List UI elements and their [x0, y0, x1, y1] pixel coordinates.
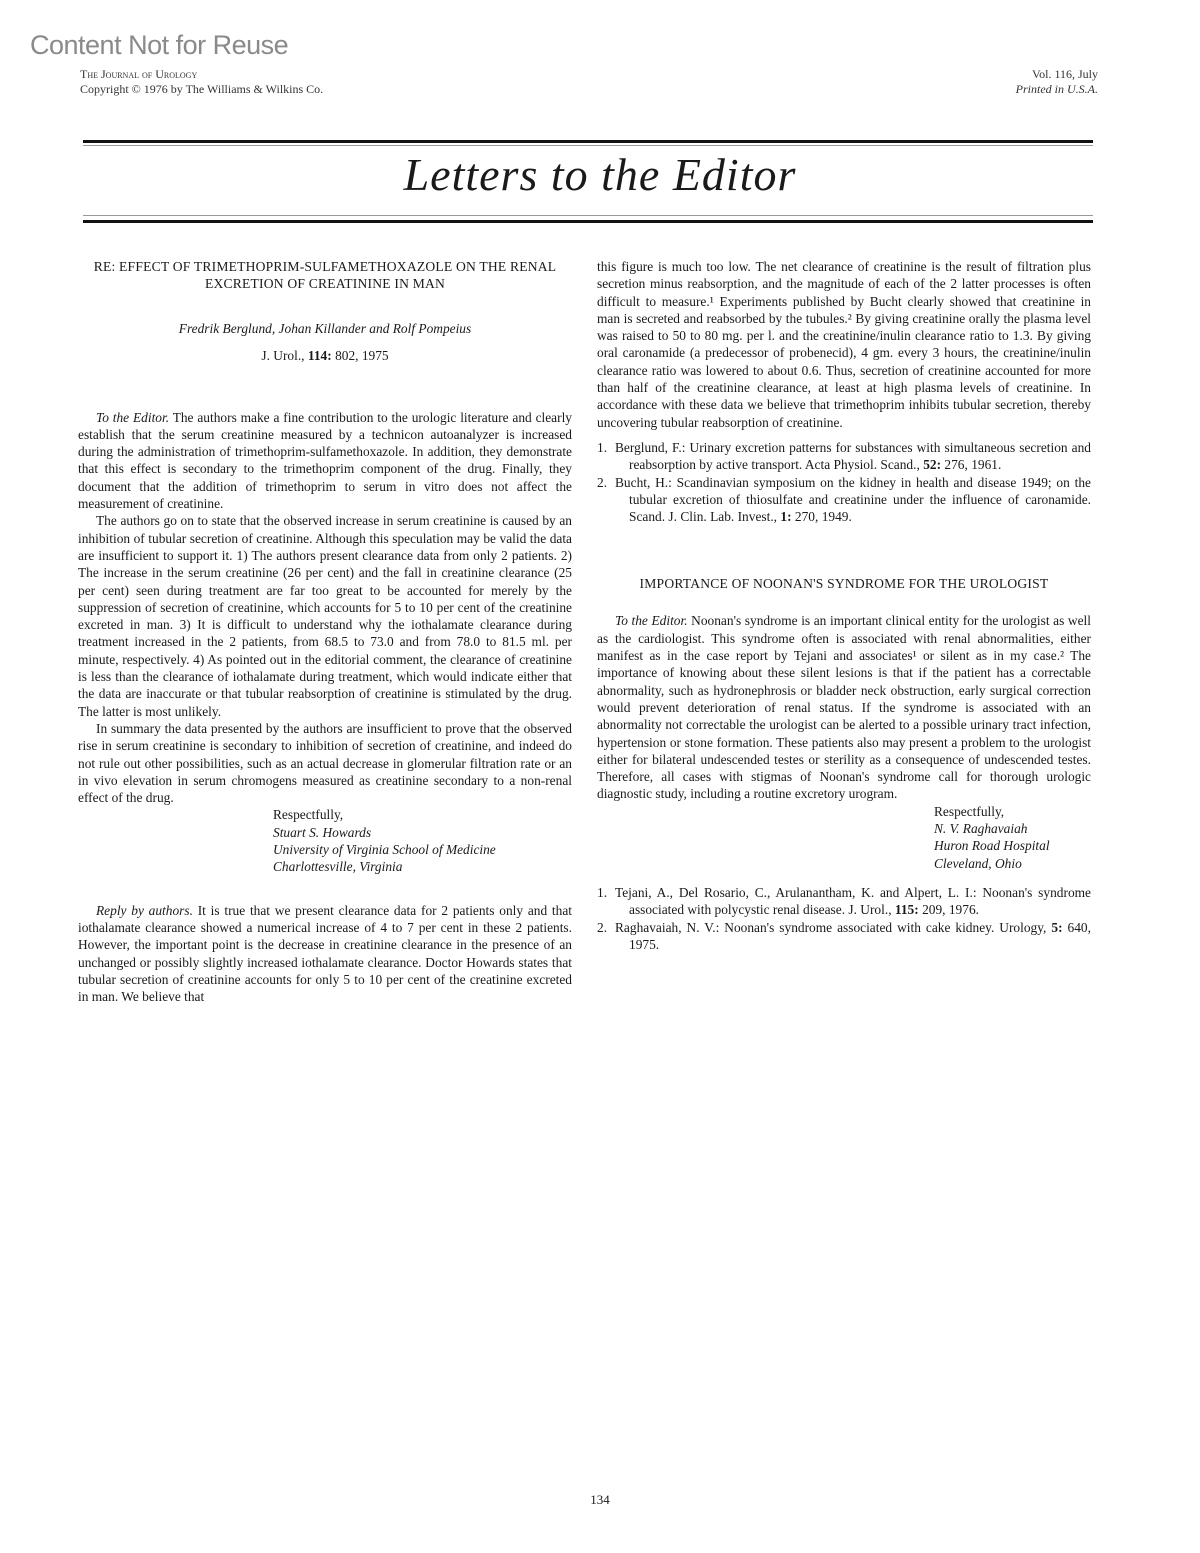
letter2-signature [934, 803, 1091, 872]
issue-info [1016, 67, 1098, 97]
top-rule [83, 140, 1093, 143]
paragraph-text: It is true that we present clearance data for 2 patients only and that iothalamate clearance showed a numerical increase of 4 to 7 per cent in these 2 patients. However, the important point is the decrease in creatinine clearance in the presence of an unchanged or possibly slightly increased iothalamate clearance. Doctor Howards states that tubular secretion of creatinine accounts for only 5 to 10 per cent of the creatinine excreted in man. We believe that [78, 902, 573, 1005]
reference-volume: 52: [923, 457, 942, 473]
reference-volume: 5: [1051, 919, 1063, 935]
paragraph-text: The authors make a fine contribution to the urologic literature and clearly establish that the serum creatinine measured by a technicon autoanalyzer is increased during the administration of trimethoprim-sulfamethoxazole. In addition, they demonstrate that this effect is secondary to the trimethoprim component of the drug. Finally, they document that the addition of trimethoprim to serum in vitro does not affect the measurement of creatinine. [78, 409, 572, 512]
letter2-heading: IMPORTANCE OF NOONAN'S SYNDROME FOR THE UROLOGIST [639, 576, 1049, 592]
letter1-citation [78, 347, 572, 364]
page-title: Letters to the Editor [403, 149, 797, 200]
watermark: Content Not for Reuse [30, 30, 289, 60]
reference-item [597, 474, 1091, 526]
reference-pages: 276, 1961. [944, 457, 1002, 473]
letter1-paragraph-3: In summary the data presented by the authors are insufficient to prove that the observed rise in serum creatinine is secondary to inhibition of secretion of creatinine, and indeed do not rule out other possibilities, such as an actual decrease in glomerular filtration rate or an in vivo elevation in serum chromogens measured as creatinine secondary to a non-renal effect of the drug. [78, 720, 572, 806]
top-rule-thin [83, 145, 1093, 146]
printed-in: Printed in U.S.A. [1015, 82, 1098, 96]
reference-pages: 270, 1949. [794, 509, 852, 525]
letter1-paragraph-1 [78, 409, 572, 513]
reference-pages: 640, 1975. [629, 919, 1091, 952]
journal-header [80, 67, 323, 97]
letter1-paragraph-2: The authors go on to state that the observed increase in serum creatinine is caused by an inhibition of tubular secretion of creatinine. Although this speculation may be valid the data are insufficient to support it. 1) The authors present clearance data from only 2 patients. 2) The increase in the serum creatinine (26 per cent) and the fall in creatinine clearance (25 per cent) seen during treatment are far too great to be accounted for merely by the suppression of secretion of creatinine, which accounts for 5 to 10 per cent of the creatinine excreted in man. 3) It is difficult to understand why the iothalamate clearance during treatment increased in the 2 patients, from 68.5 to 73.0 and from 78.0 to 81.5 ml. per minute, respectively. 4) As pointed out in the editorial comment, the clearance of creatinine is less than the clearance of iothalamate during treatment, which would indicate either that the data are inaccurate or that tubular reabsorption of creatinine is stimulated by the drug. The latter is most unlikely. [78, 513, 572, 719]
letter1-heading: RE: EFFECT OF TRIMETHOPRIM-SULFAMETHOXAZOLE ON THE RENAL EXCRETION OF CREATININE IN MAN [93, 259, 557, 291]
signer: N. V. Raghavaiah [934, 821, 1028, 837]
reference-item [597, 439, 1091, 474]
reference-number: 2. [597, 919, 608, 935]
copyright: Copyright © 1976 by The Williams & Wilkins Co. [80, 82, 324, 96]
citation-journal: J. Urol., [261, 348, 305, 364]
reference-text: Raghavaiah, N. V.: Noonan's syndrome associated with cake kidney. Urology, [615, 919, 1047, 935]
closing: Respectfully, [273, 807, 344, 823]
reference-pages: 209, 1976. [922, 902, 979, 918]
reference-volume: 1: [780, 509, 792, 525]
citation-pages: 802, 1975 [335, 348, 389, 364]
journal-name: The Journal of Urology [80, 67, 198, 81]
reference-number: 2. [597, 474, 608, 490]
paragraph-text: Noonan's syndrome is an important clinical entity for the urologist as well as the cardiologist. This syndrome often is associated with renal abnormalities, either manifest as in the case report by Tejani and associates¹ or silent as in my case.² The importance of knowing about these silent lesions is that if the patient has a correctable abnormality, such as hydronephrosis or bladder neck obstruction, early surgical correction would prevent deterioration of renal status. If the syndrome is associated with an abnormality not correctable the urologist can be alerted to a possible urinary tract infection, hypertension or stone formation. These patients also may present a problem to the urologist either for bilateral undescended testes or sterility as a consequence of undescended testes. Therefore, all cases with stigmas of Noonan's syndrome call for thorough urologic diagnostic study, including a routine excretory urogram. [597, 613, 1091, 802]
reply-label: Reply by authors. [96, 902, 193, 918]
volume: Vol. 116, July [1031, 67, 1098, 81]
signer: Stuart S. Howards [273, 824, 372, 840]
reference-text: Tejani, A., Del Rosario, C., Arulanantham, K. and Alpert, L. I.: Noonan's syndrome associated with polycystic renal disease. J. Urol., [615, 884, 1091, 918]
reply-paragraph [78, 902, 572, 1006]
reply-continuation: this figure is much too low. The net clearance of creatinine is the result of filtration plus secretion minus reabsorption, and the magnitude of each of the 2 latter processes is often difficult to measure.¹ Experiments published by Bucht clearly showed that creatinine in man is secreted and reabsorbed by the tubules.² By giving creatinine orally the plasma level was raised to 50 to 80 mg. per l. and the creatinine/inulin clearance ratio to 1.3. By giving oral caronamide (a predecessor of probenecid), 4 gm. every 3 hours, the creatinine/inulin clearance ratio was lowered to about 0.6. Thus, secretion of creatinine accounted for more than half of the creatinine clearance, at least at high plasma levels of creatinine. In accordance with these data we believe that trimethoprim inhibits tubular secretion, thereby uncovering tubular reabsorption of creatinine. [597, 259, 1091, 430]
reference-text: Bucht, H.: Scandinavian symposium on the kidney in health and disease 1949; on the tubular excretion of thiosulfate and creatinine under the influence of caronamide. Scand. J. Clin. Lab. Invest., [615, 474, 1091, 525]
reference-item [597, 919, 1091, 954]
closing: Respectfully, [934, 803, 1005, 819]
reference-item [597, 884, 1091, 919]
affiliation: University of Virginia School of Medicine [273, 842, 496, 858]
letter1-signature [273, 806, 572, 875]
bottom-rule [83, 220, 1093, 223]
left-column [78, 258, 572, 1005]
reference-volume: 115: [894, 902, 919, 918]
letter1-authors: Fredrik Berglund, Johan Killander and Rolf Pompeius [178, 321, 472, 336]
reference-text: Berglund, F.: Urinary excretion patterns for substances with simultaneous secretion and reabsorption by active transport. Acta Physiol. Scand., [615, 439, 1091, 473]
reference-number: 1. [597, 884, 608, 900]
right-column [597, 258, 1091, 953]
salutation: To the Editor. [96, 409, 170, 425]
page-number: 134 [590, 1492, 610, 1507]
reference-number: 1. [597, 439, 608, 455]
location: Charlottesville, Virginia [273, 859, 403, 875]
salutation: To the Editor. [615, 613, 688, 629]
citation-volume: 114: [307, 348, 332, 364]
bottom-rule-thin [83, 215, 1093, 216]
location: Cleveland, Ohio [934, 855, 1022, 871]
affiliation: Huron Road Hospital [934, 838, 1050, 854]
letter2-paragraph-1 [597, 612, 1091, 802]
